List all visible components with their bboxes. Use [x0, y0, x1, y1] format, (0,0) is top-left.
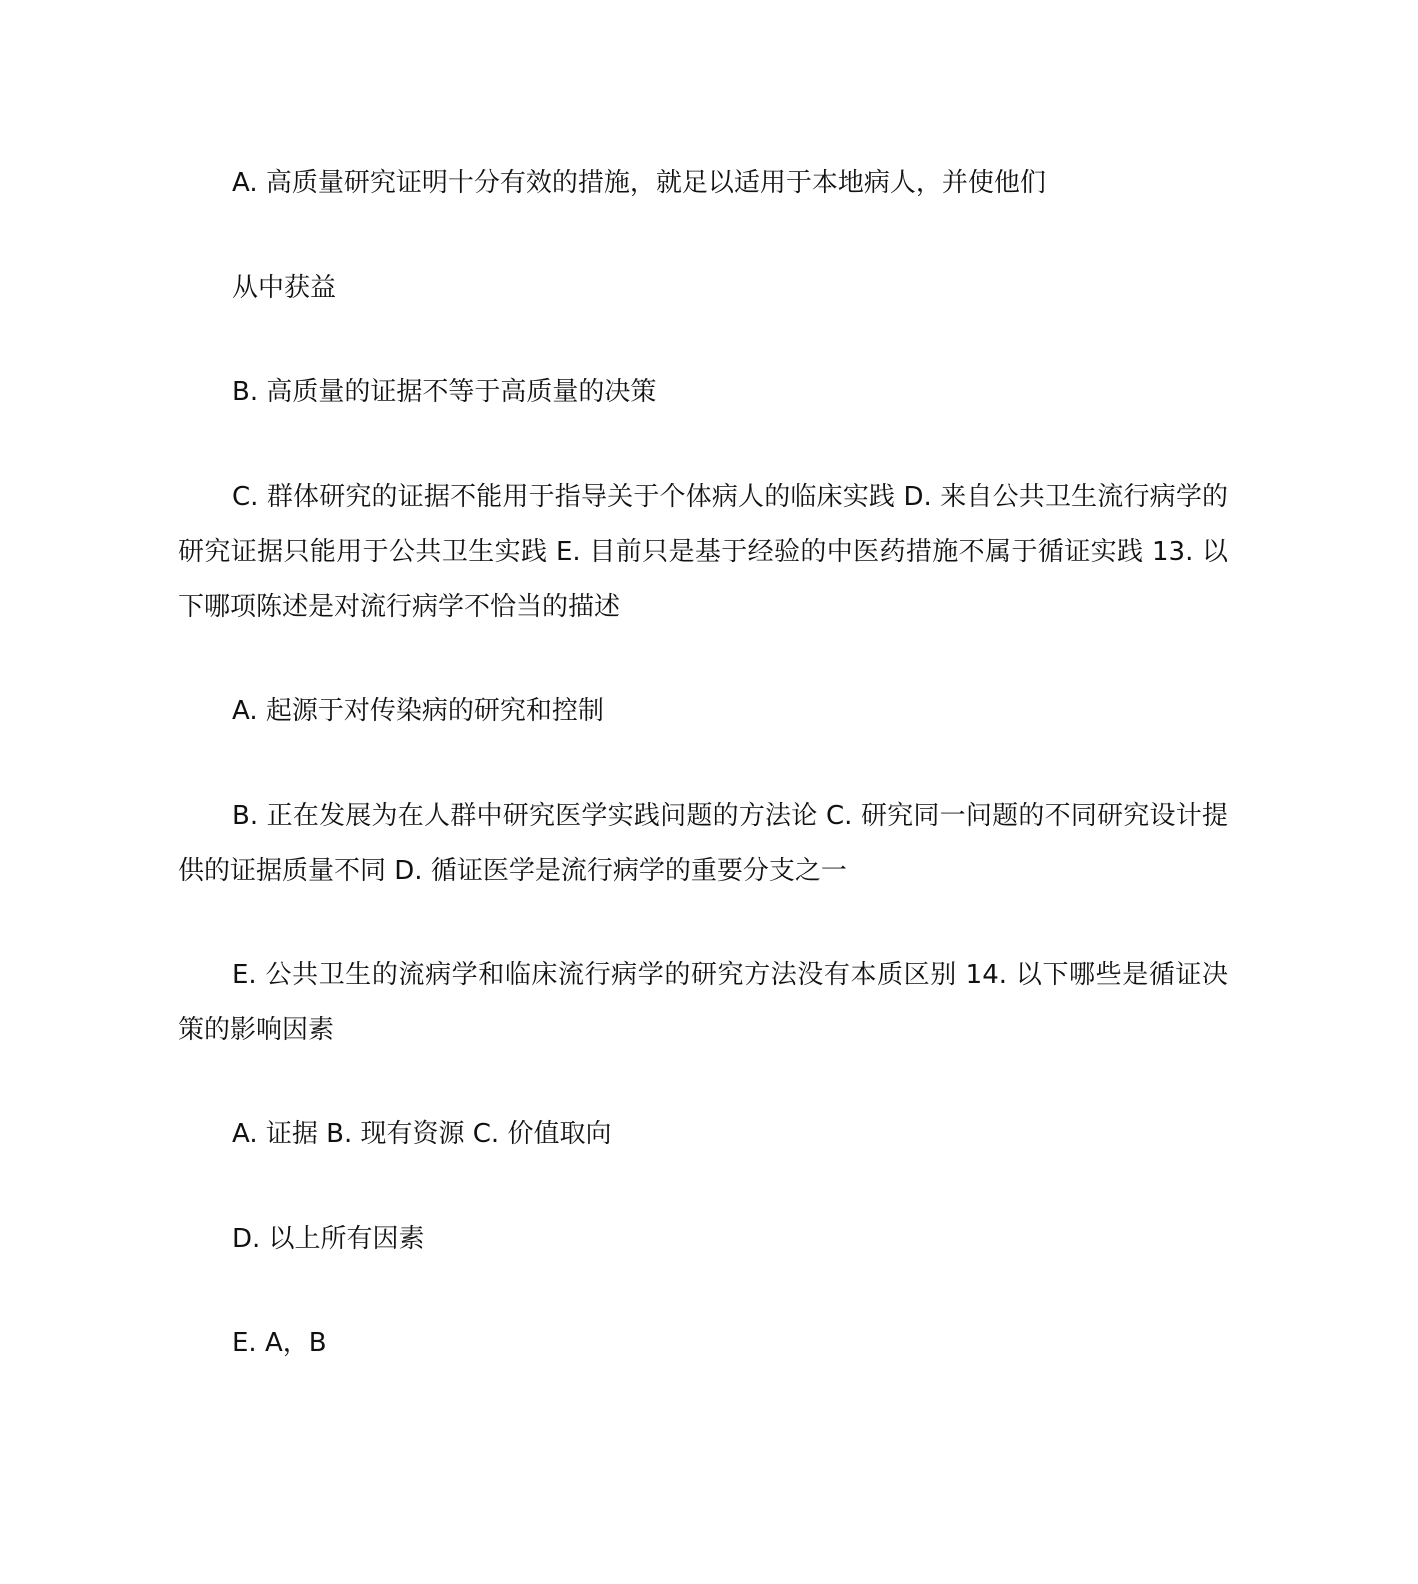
option-d-q14: D. 以上所有因素: [232, 1224, 425, 1254]
options-abc-q14: A. 证据 B. 现有资源 C. 价值取向: [232, 1119, 612, 1149]
option-a-q12-line1: A. 高质量研究证明十分有效的措施，就足以适用于本地病人，并使他们: [232, 168, 1046, 198]
option-a-q13: A. 起源于对传染病的研究和控制: [232, 696, 604, 726]
options-cde-q12-question-13: C. 群体研究的证据不能用于指导关于个体病人的临床实践 D. 来自公共卫生流行病学的研究证据只能用于公共卫生实践 E. 目前只是基于经验的中医药措施不属于循证实践 13. 以下哪项陈述是对流行病学不恰当的描述: [178, 482, 1228, 622]
option-e-q14: E. A，B: [232, 1328, 327, 1358]
option-e-q13-question-14: E. 公共卫生的流病学和临床流行病学的研究方法没有本质区别 14. 以下哪些是循证决策的影响因素: [178, 960, 1228, 1045]
options-bcd-q13: B. 正在发展为在人群中研究医学实践问题的方法论 C. 研究同一问题的不同研究设计提供的证据质量不同 D. 循证医学是流行病学的重要分支之一: [178, 801, 1228, 886]
option-a-q12-line2: 从中获益: [232, 273, 337, 303]
option-b-q12: B. 高质量的证据不等于高质量的决策: [232, 377, 657, 407]
